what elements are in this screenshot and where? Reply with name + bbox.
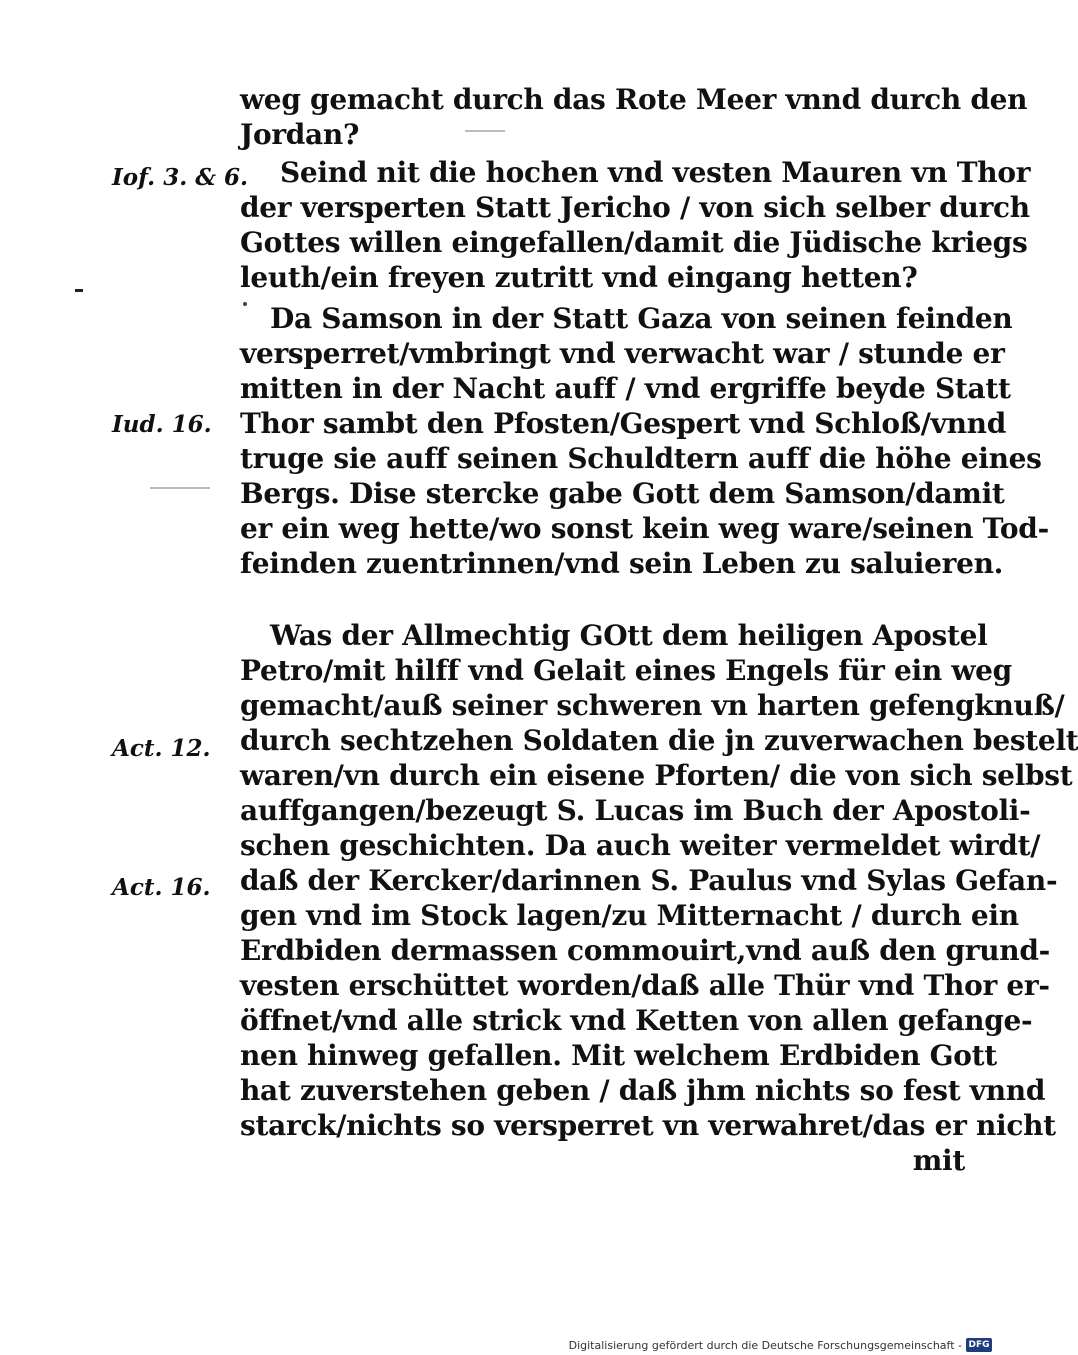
text-line: weg gemacht durch das Rote Meer vnnd durch den [240, 83, 1028, 116]
text-line: daß der Kercker/darinnen S. Paulus vnd Sylas Gefan- [240, 864, 1058, 897]
text-line: hat zuverstehen geben / daß jhm nichts so fest vnnd [240, 1074, 1046, 1107]
text-line: Was der Allmechtig GOtt dem heiligen Apostel [270, 619, 988, 652]
text-line: versperret/vmbringt vnd verwacht war / stunde er [240, 337, 1005, 370]
text-line: öffnet/vnd alle strick vnd Ketten von allen gefange- [240, 1004, 1033, 1037]
text-line: mitten in der Nacht auff / vnd ergriffe beyde Statt [240, 372, 1011, 405]
bleed-through-mark [150, 487, 210, 489]
paragraph-4 [240, 618, 1078, 1178]
text-line: Bergs. Dise stercke gabe Gott dem Samson/damit [240, 477, 1005, 510]
dfg-logo-icon: DFG [966, 1338, 992, 1352]
text-line: schen geschichten. Da auch weiter vermeldet wirdt/ [240, 829, 1041, 862]
text-line: feinden zuentrinnen/vnd sein Leben zu saluieren. [240, 547, 1004, 580]
margin-note-act12: Act. 12. [112, 735, 211, 762]
text-line: gemacht/auß seiner schweren vn harten gefengknuß/ [240, 689, 1065, 722]
text-line: Seind nit die hochen vnd vesten Mauren vn Thor [280, 156, 1031, 189]
text-line: durch sechtzehen Soldaten die jn zuverwachen bestelt [240, 724, 1078, 757]
margin-note-act16: Act. 16. [112, 874, 211, 901]
text-line: leuth/ein freyen zutritt vnd eingang hetten? [240, 261, 918, 294]
margin-note-jos: Iof. 3. & 6. [112, 164, 248, 191]
digitization-footer [569, 1338, 992, 1352]
text-line: Da Samson in der Statt Gaza von seinen feinden [270, 302, 1013, 335]
text-line: der versperten Statt Jericho / von sich selber durch [240, 191, 1030, 224]
text-line: Petro/mit hilff vnd Gelait eines Engels für ein weg [240, 654, 1012, 687]
text-line: Erdbiden dermassen commouirt,vnd auß den grund- [240, 934, 1050, 967]
paragraph-1 [240, 82, 1028, 152]
text-line: vesten erschüttet worden/daß alle Thür vnd Thor er- [240, 969, 1050, 1002]
text-line: Gottes willen eingefallen/damit die Jüdische kriegs [240, 226, 1028, 259]
text-line: starck/nichts so versperret vn verwahret/das er nicht [240, 1109, 1056, 1142]
text-line: Thor sambt den Pfosten/Gespert vnd Schloß/vnnd [240, 407, 1007, 440]
text-line: truge sie auff seinen Schuldtern auff die höhe eines [240, 442, 1042, 475]
footer-text: Digitalisierung gefördert durch die Deutsche Forschungsgemeinschaft - [568, 1338, 962, 1352]
text-line: nen hinweg gefallen. Mit welchem Erdbiden Gott [240, 1039, 997, 1072]
text-line: auffgangen/bezeugt S. Lucas im Buch der Apostoli- [240, 794, 1031, 827]
text-line: er ein weg hette/wo sonst kein weg ware/seinen Tod- [240, 512, 1049, 545]
paragraph-2 [240, 155, 1031, 295]
text-line: waren/vn durch ein eisene Pforten/ die von sich selbst [240, 759, 1073, 792]
margin-mark [75, 289, 83, 292]
catchword: mit [912, 1144, 965, 1177]
paragraph-3 [240, 301, 1049, 581]
text-line: Jordan? [240, 118, 360, 151]
text-line: gen vnd im Stock lagen/zu Mitternacht / durch ein [240, 899, 1019, 932]
margin-note-iud: Iud. 16. [112, 411, 212, 438]
